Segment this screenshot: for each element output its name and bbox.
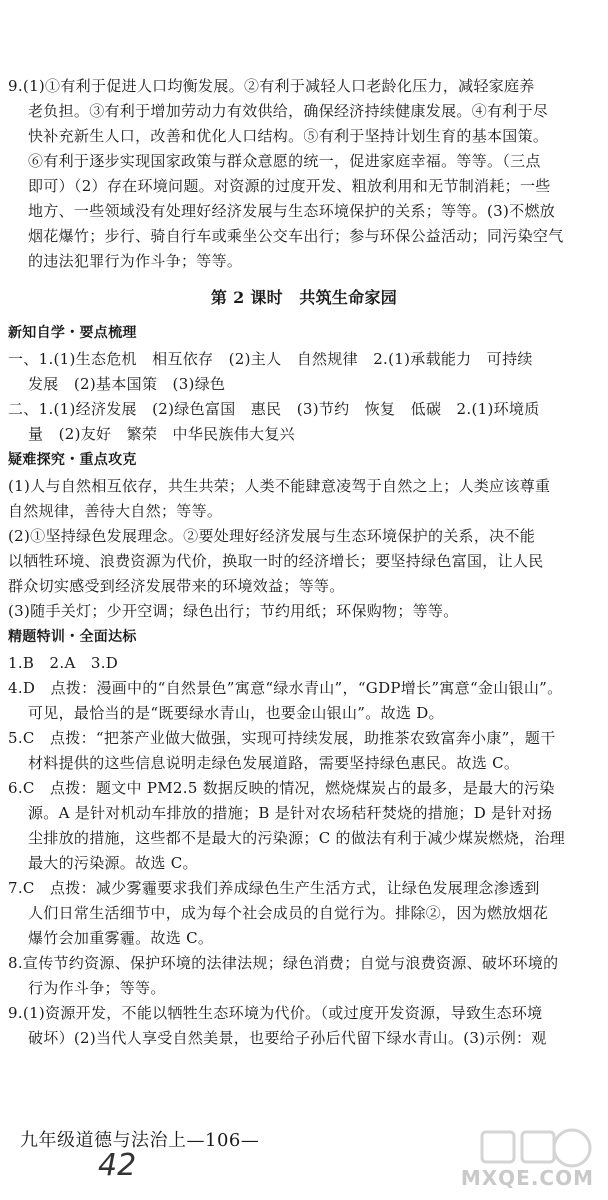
section-heading: 精题特训・全面达标 <box>8 629 137 645</box>
text-line: 7.C 点拨：减少雾霾要求我们养成绿色生产生活方式，让绿色发展理念渗透到 <box>8 879 540 897</box>
text-line: 烟花爆竹；步行、骑自行车或乘坐公交车出行；参与环保公益活动；同污染空气 <box>28 227 564 245</box>
text-line: 即可）（2）存在环境问题。对资源的过度开发、粗放利用和无节制消耗；一些 <box>28 177 551 195</box>
text-line: 量 (2)友好 繁荣 中华民族伟大复兴 <box>28 425 295 443</box>
text-line: 二、1.(1)经济发展 (2)绿色富国 惠民 (3)节约 恢复 低碳 2.(1)环境质 <box>8 400 540 418</box>
text-line: 发展 (2)基本国策 (3)绿色 <box>28 375 226 393</box>
handwritten-number: 42 <box>98 1148 137 1183</box>
text-line: 尘排放的措施，这些都不是最大的污染源；C 的做法有利于减少煤炭燃烧，治理 <box>28 829 566 847</box>
section-title: 第 2 课时 共筑生命家园 <box>210 288 398 307</box>
section-heading: 新知自学・要点梳理 <box>8 325 137 341</box>
text-line: 行为作斗争；等等。 <box>28 979 166 997</box>
text-line: (1)人与自然相互依存，共生共荣；人类不能肆意凌驾于自然之上；人类应该尊重 <box>8 477 551 495</box>
text-line: 4.D 点拨：漫画中的“自然景色”寓意“绿水青山”，“GDP增长”寓意“金山银山”。 <box>8 679 563 697</box>
text-line: 自然规律，善待大自然；等等。 <box>8 502 223 520</box>
text-line: 可见，最恰当的是“既要绿水青山，也要金山银山”。故选 D。 <box>28 704 444 722</box>
text-line: 9.(1)资源开发，不能以牺牲生态环境为代价。（或过度开发资源，导致生态环境 <box>8 1004 543 1022</box>
section-heading: 疑难探究・重点攻克 <box>8 452 137 468</box>
text-line: (2)①坚持绿色发展理念。②要处理好经济发展与生态环境保护的关系，决不能 <box>8 527 536 545</box>
text-line: 人们日常生活细节中，成为每个社会成员的自觉行为。排除②，因为燃放烟花 <box>28 904 549 922</box>
text-line: 老负担。③有利于增加劳动力有效供给，确保经济持续健康发展。④有利于尽 <box>28 102 549 120</box>
answer-text <box>8 74 600 1051</box>
text-line: ⑥有利于逐步实现国家政策与群众意愿的统一，促进家庭幸福。等等。（三点 <box>28 152 541 170</box>
text-line: (3)随手关灯；少开空调；绿色出行；节约用纸；环保购物；等等。 <box>8 602 459 620</box>
text-line: 地方、一些领域没有处理好经济发展与生态环境保护的关系；等等。(3)不燃放 <box>28 202 556 220</box>
text-line: 破坏）(2)当代人享受自然美景，也要给子孙后代留下绿水青山。(3)示例：观 <box>28 1029 547 1047</box>
text-line: 5.C 点拨：“把茶产业做大做强，实现可持续发展，助推茶农致富奔小康”，题干 <box>8 729 556 747</box>
text-line: 材料提供的这些信息说明走绿色发展道路，需要坚持绿色惠民。故选 C。 <box>28 754 520 772</box>
text-line: 的违法犯罪行为作斗争；等等。 <box>28 252 243 270</box>
text-line: 一、1.(1)生态危机 相互依存 (2)主人 自然规律 2.(1)承载能力 可持续 <box>8 350 533 368</box>
text-line: 9.(1)①有利于促进人口均衡发展。②有利于减轻人口老龄化压力，减轻家庭养 <box>8 77 535 95</box>
text-line: 爆竹会加重雾霾。故选 C。 <box>28 929 214 947</box>
text-line: 6.C 点拨：题文中 PM2.5 数据反映的情况，燃烧煤炭占的最多，是最大的污染 <box>8 779 555 797</box>
text-line: 8.宣传节约资源、保护环境的法律法规；绿色消费；自觉与浪费资源、破坏环境的 <box>8 954 559 972</box>
text-line: 源。A 是针对机动车排放的措施；B 是针对农场秸秆焚烧的措施；D 是针对扬 <box>28 804 553 822</box>
text-line: 群众切实感受到经济发展带来的环境效益；等等。 <box>8 577 345 595</box>
text-line: 最大的污染源。故选 C。 <box>28 854 198 872</box>
watermark <box>452 1124 602 1196</box>
text-line: 以牺牲环境、浪费资源为代价，换取一时的经济增长；要坚持绿色富国，让人民 <box>8 552 544 570</box>
watermark-text: MXQE.COM <box>460 1166 594 1190</box>
text-line: 快补充新生人口，改善和优化人口结构。⑤有利于坚持计划生育的基本国策。 <box>28 127 549 145</box>
page-footer: 九年级道德与法治上—106— <box>20 1130 260 1151</box>
text-line: 1.B 2.A 3.D <box>8 654 119 672</box>
